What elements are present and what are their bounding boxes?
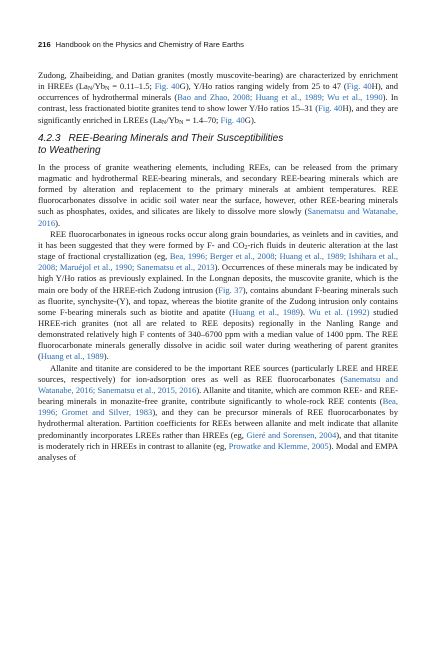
text: ). Allanite and titanite, which are common REE- and REE-bearing minerals in monazite-free granite, contribute significantly to whole-rock REE contents ( xyxy=(38,384,398,407)
citation-link[interactable]: Bea, 1996; Berger et al., 2008; Huang et al., 1989; Ishihara et al., 2008; Maruéjol et al., 1990; Sanematsu et al., 2013 xyxy=(38,251,398,273)
page xyxy=(38,40,398,463)
citation-link[interactable]: Gieré and Sorensen, 2004 xyxy=(246,429,337,440)
subscript: N xyxy=(87,86,93,93)
running-title: Handbook on the Physics and Chemistry of Rare Earths xyxy=(55,40,244,49)
section-title-line2: to Weathering xyxy=(38,144,101,156)
figure-link[interactable]: Fig. 40 xyxy=(220,114,245,125)
citation-link[interactable]: Prowatke and Klemme, 2005 xyxy=(228,440,329,451)
section-heading xyxy=(38,133,398,157)
text: H), and occurrences of hydrothermal minerals ( xyxy=(38,81,398,103)
text: ), and that titanite is moderately rich in HREEs in contrast to allanite (eg, xyxy=(38,429,398,451)
paragraph-1 xyxy=(38,70,398,126)
citation-link[interactable]: Bea, 1996; Gromet and Silver, 1983 xyxy=(38,396,398,418)
page-number: 216 xyxy=(38,40,51,49)
citation-link[interactable]: Bao and Zhao, 2008; Huang et al., 1989; Wu et al., 1990 xyxy=(177,92,383,103)
citation-link[interactable]: Huang et al., 1989 xyxy=(232,306,301,317)
figure-link[interactable]: Fig. 40 xyxy=(318,103,343,114)
text: H), and they are significantly enriched in LREEs (La xyxy=(38,103,398,125)
text: Zudong, Zhaibeiding, and Datian granites (mostly muscovite-bearing) are characterized by enrichment in HREEs (La xyxy=(38,70,398,92)
text: /Yb xyxy=(92,81,106,92)
section-number: 4.2.3 xyxy=(38,132,61,144)
citation-link[interactable]: Sanematsu and Watanabe, 2016 xyxy=(38,206,398,228)
paragraph-2 xyxy=(38,162,398,229)
text: ). In contrast, less fractionated biotite granites tend to show lower Y/Ho ratios 15–31 ( xyxy=(38,92,398,114)
text: REE fluorocarbonates in igneous rocks occur along grain boundaries, as veinlets and in cavities, and it has been suggested that they were formed by F- and CO xyxy=(38,228,398,250)
subscript: N xyxy=(161,119,167,126)
subscript: 2 xyxy=(244,244,248,251)
text: G). xyxy=(244,114,256,125)
text: = 0.11–1.5; xyxy=(109,81,155,92)
section-title-line1: REE-Bearing Minerals and Their Susceptibilities xyxy=(68,132,284,144)
text: G), Y/Ho ratios ranging widely from 25 to 47 ( xyxy=(179,81,347,92)
text: /Yb xyxy=(166,114,180,125)
text: In the process of granite weathering elements, including REEs, can be released from the primary magmatic and hydrothermal REE-bearing minerals, and secondary REE-bearing minerals which are formed by alteration and replacement to the primary minerals at ambient temperatures. REE fluorocarbonates dissolve in acidic soil water near the surface, however, other REE-bearing minerals such as phosphates, oxides, and silicates are likely to dissolve more slowly ( xyxy=(38,161,398,217)
text: ), contains abundant F-bearing minerals such as fluorite, synchysite-(Y), and topaz, whereas the biotite granite of the Zudong intrusion only contains some F-bearing minerals such as biotite and apatite ( xyxy=(38,284,398,317)
figure-link[interactable]: Fig. 40 xyxy=(154,81,180,92)
paragraph-4 xyxy=(38,363,398,463)
text: = 1.4–70; xyxy=(183,114,221,125)
paragraph-3 xyxy=(38,229,398,363)
text: ). Occurrences of these minerals may be indicated by high Y/Ho ratios as previously explained. In the Longnan deposits, the muscovite granite, which is the main ore body of the HREE-rich Zudong intrusion ( xyxy=(38,262,398,295)
text: Allanite and titanite are considered to be the important REE sources (particularly LREE and HREE sources, respectively) for ion-adsorption ores as well as REE fluorocarbonates ( xyxy=(38,362,398,384)
figure-link[interactable]: Fig. 40 xyxy=(346,81,372,92)
text: ). Modal and EMPA analyses of xyxy=(38,440,398,462)
text: ). xyxy=(300,306,309,317)
text: ). xyxy=(103,351,109,362)
text: studied HREE-rich granites (not all are related to REE deposits) regionally in the Nanling Range and demonstrated relatively high F contents of 340–6700 ppm with a median value of 1400 ppm. The REE fluorocarbonate minerals generally dissolve in acidic soil water during weathering of parent granites ( xyxy=(38,306,398,362)
text: ). xyxy=(55,217,61,228)
citation-link[interactable]: Wu et al. (1992) xyxy=(308,306,370,317)
subscript: N xyxy=(179,119,184,126)
text: -rich fluids in deuteric alteration at the last stage of fractional crystallization (eg, xyxy=(38,239,398,262)
text: ), and they can be precursor minerals of REE fluorocarbonates by hydrothermal alteration. Partition coefficients for REEs between allanite and melt indicate that allanite predominantly incorporates LREEs rather than HREEs (eg, xyxy=(38,407,398,440)
body-text xyxy=(38,70,398,463)
figure-link[interactable]: Fig. 37 xyxy=(218,284,243,295)
citation-link[interactable]: Huang et al., 1989 xyxy=(40,351,104,362)
running-head xyxy=(38,40,398,50)
citation-link[interactable]: Sanematsu and Watanabe, 2016; Sanematsu et al., 2015, 2016 xyxy=(38,373,398,395)
subscript: N xyxy=(105,86,110,93)
